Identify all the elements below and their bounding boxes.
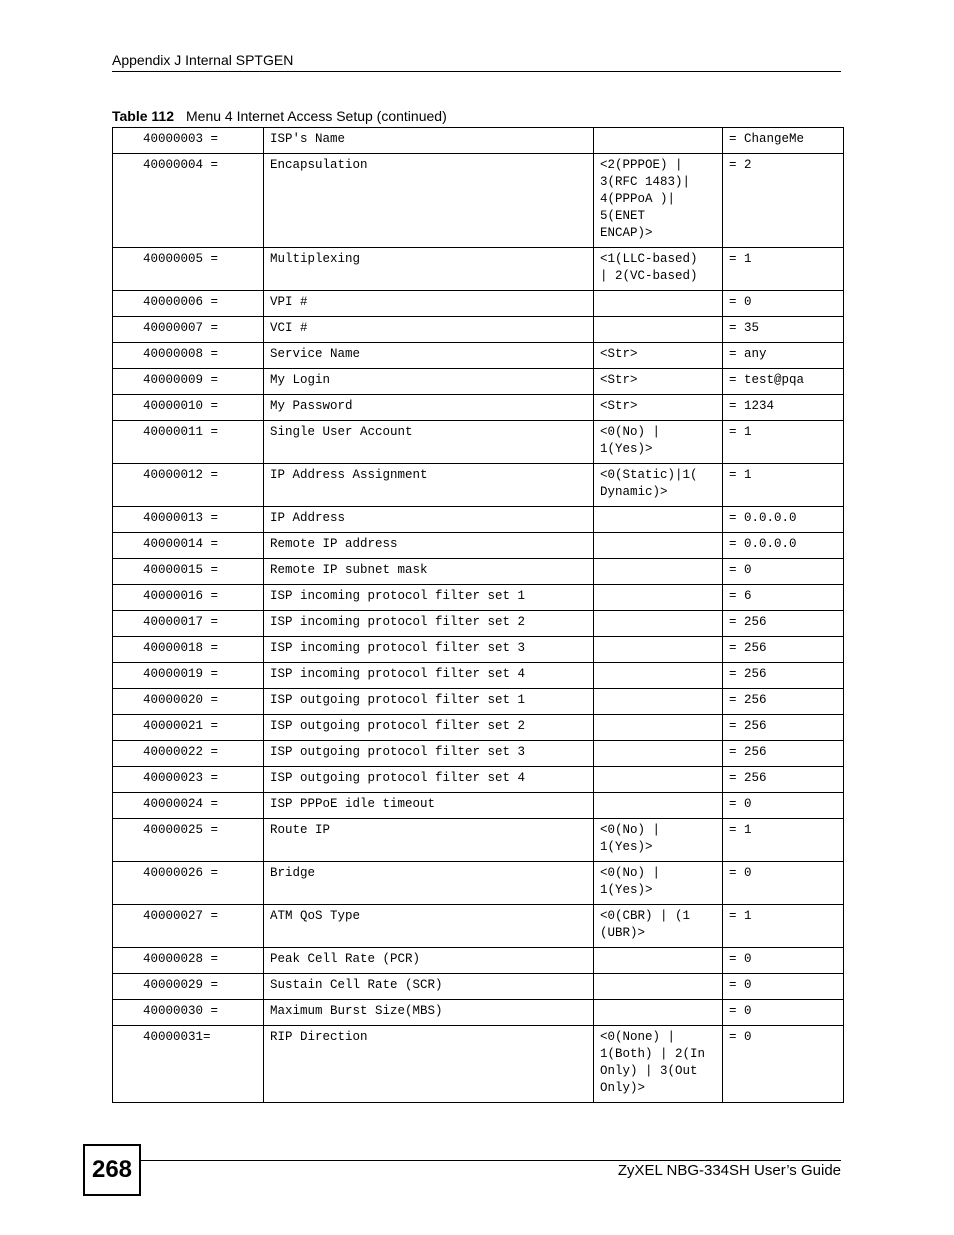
setting-code: 40000010 =	[113, 395, 264, 421]
setting-value: = 1	[723, 905, 844, 948]
setting-value: = 0	[723, 862, 844, 905]
setting-name: My Password	[264, 395, 594, 421]
setting-value: = 0.0.0.0	[723, 507, 844, 533]
table-row	[113, 689, 844, 715]
table-row	[113, 611, 844, 637]
setting-name: ISP outgoing protocol filter set 3	[264, 741, 594, 767]
setting-options	[594, 611, 723, 637]
setting-options	[594, 507, 723, 533]
setting-value: = 0	[723, 1000, 844, 1026]
setting-name: IP Address Assignment	[264, 464, 594, 507]
setting-code: 40000020 =	[113, 689, 264, 715]
setting-value: = 256	[723, 767, 844, 793]
setting-value: = 0.0.0.0	[723, 533, 844, 559]
table-row	[113, 905, 844, 948]
setting-code: 40000008 =	[113, 343, 264, 369]
setting-name: Maximum Burst Size(MBS)	[264, 1000, 594, 1026]
setting-value: = 256	[723, 689, 844, 715]
setting-options: <Str>	[594, 343, 723, 369]
setting-code: 40000027 =	[113, 905, 264, 948]
setting-code: 40000013 =	[113, 507, 264, 533]
setting-code: 40000011 =	[113, 421, 264, 464]
setting-value: = 256	[723, 715, 844, 741]
setting-value: = 256	[723, 741, 844, 767]
setting-options	[594, 974, 723, 1000]
table-row	[113, 395, 844, 421]
table-row	[113, 128, 844, 154]
table-row	[113, 533, 844, 559]
setting-options	[594, 793, 723, 819]
setting-options: <1(LLC-based) | 2(VC-based)	[594, 248, 723, 291]
setting-options: <2(PPPOE) | 3(RFC 1483)| 4(PPPoA )| 5(ENET ENCAP)>	[594, 154, 723, 248]
setting-code: 40000012 =	[113, 464, 264, 507]
setting-name: VPI #	[264, 291, 594, 317]
table-row	[113, 343, 844, 369]
table-row	[113, 154, 844, 248]
setting-options: <0(No) | 1(Yes)>	[594, 862, 723, 905]
setting-value: = 1	[723, 248, 844, 291]
setting-name: ISP outgoing protocol filter set 4	[264, 767, 594, 793]
table-title: Menu 4 Internet Access Setup (continued)	[186, 108, 447, 124]
setting-name: Single User Account	[264, 421, 594, 464]
setting-code: 40000030 =	[113, 1000, 264, 1026]
settings-table	[112, 127, 844, 1103]
setting-options	[594, 741, 723, 767]
setting-options	[594, 317, 723, 343]
setting-code: 40000019 =	[113, 663, 264, 689]
setting-options	[594, 1000, 723, 1026]
setting-value: = 6	[723, 585, 844, 611]
setting-name: RIP Direction	[264, 1026, 594, 1103]
setting-code: 40000015 =	[113, 559, 264, 585]
setting-code: 40000017 =	[113, 611, 264, 637]
setting-value: = 1	[723, 464, 844, 507]
setting-code: 40000022 =	[113, 741, 264, 767]
setting-name: ISP incoming protocol filter set 4	[264, 663, 594, 689]
settings-table-body	[113, 128, 844, 1103]
setting-options	[594, 128, 723, 154]
table-row	[113, 637, 844, 663]
table-row	[113, 862, 844, 905]
table-row	[113, 369, 844, 395]
table-row	[113, 819, 844, 862]
setting-name: Route IP	[264, 819, 594, 862]
setting-code: 40000031=	[113, 1026, 264, 1103]
setting-value: = 0	[723, 793, 844, 819]
setting-options	[594, 767, 723, 793]
setting-code: 40000028 =	[113, 948, 264, 974]
setting-value: = 256	[723, 611, 844, 637]
setting-name: Remote IP subnet mask	[264, 559, 594, 585]
setting-options	[594, 715, 723, 741]
table-row	[113, 291, 844, 317]
setting-name: IP Address	[264, 507, 594, 533]
setting-value: = ChangeMe	[723, 128, 844, 154]
setting-value: = 256	[723, 637, 844, 663]
setting-name: ISP outgoing protocol filter set 1	[264, 689, 594, 715]
table-caption	[112, 108, 447, 124]
table-row	[113, 421, 844, 464]
setting-code: 40000003 =	[113, 128, 264, 154]
setting-options	[594, 689, 723, 715]
setting-name: My Login	[264, 369, 594, 395]
setting-value: = 2	[723, 154, 844, 248]
setting-name: Encapsulation	[264, 154, 594, 248]
setting-code: 40000029 =	[113, 974, 264, 1000]
table-row	[113, 559, 844, 585]
setting-value: = 1	[723, 421, 844, 464]
table-row	[113, 507, 844, 533]
header-rule	[112, 71, 841, 72]
setting-name: Multiplexing	[264, 248, 594, 291]
setting-options: <0(None) | 1(Both) | 2(In Only) | 3(Out Only)>	[594, 1026, 723, 1103]
setting-options: <0(Static)|1( Dynamic)>	[594, 464, 723, 507]
setting-code: 40000016 =	[113, 585, 264, 611]
setting-options: <0(CBR) | (1 (UBR)>	[594, 905, 723, 948]
setting-code: 40000021 =	[113, 715, 264, 741]
setting-name: ISP incoming protocol filter set 2	[264, 611, 594, 637]
table-row	[113, 974, 844, 1000]
setting-code: 40000023 =	[113, 767, 264, 793]
setting-code: 40000018 =	[113, 637, 264, 663]
setting-value: = 0	[723, 559, 844, 585]
page-number: 268	[83, 1144, 141, 1196]
setting-code: 40000005 =	[113, 248, 264, 291]
setting-value: = any	[723, 343, 844, 369]
setting-options: <Str>	[594, 395, 723, 421]
setting-options	[594, 291, 723, 317]
setting-name: ISP outgoing protocol filter set 2	[264, 715, 594, 741]
setting-options: <Str>	[594, 369, 723, 395]
setting-name: ATM QoS Type	[264, 905, 594, 948]
setting-code: 40000004 =	[113, 154, 264, 248]
setting-name: Bridge	[264, 862, 594, 905]
setting-name: Remote IP address	[264, 533, 594, 559]
setting-value: = 0	[723, 291, 844, 317]
table-row	[113, 317, 844, 343]
setting-code: 40000014 =	[113, 533, 264, 559]
setting-value: = 256	[723, 663, 844, 689]
setting-value: = 1	[723, 819, 844, 862]
setting-options	[594, 533, 723, 559]
setting-options	[594, 948, 723, 974]
table-row	[113, 741, 844, 767]
setting-options	[594, 663, 723, 689]
setting-name: ISP incoming protocol filter set 3	[264, 637, 594, 663]
setting-name: ISP PPPoE idle timeout	[264, 793, 594, 819]
setting-value: = 0	[723, 1026, 844, 1103]
setting-value: = test@pqa	[723, 369, 844, 395]
table-row	[113, 793, 844, 819]
table-number: Table 112	[112, 108, 175, 124]
setting-code: 40000009 =	[113, 369, 264, 395]
table-row	[113, 585, 844, 611]
setting-value: = 35	[723, 317, 844, 343]
table-row	[113, 715, 844, 741]
setting-value: = 1234	[723, 395, 844, 421]
setting-options: <0(No) | 1(Yes)>	[594, 819, 723, 862]
table-row	[113, 1026, 844, 1103]
setting-name: ISP incoming protocol filter set 1	[264, 585, 594, 611]
setting-value: = 0	[723, 974, 844, 1000]
setting-name: Service Name	[264, 343, 594, 369]
table-row	[113, 663, 844, 689]
setting-options	[594, 585, 723, 611]
setting-options: <0(No) | 1(Yes)>	[594, 421, 723, 464]
setting-name: ISP's Name	[264, 128, 594, 154]
guide-title: ZyXEL NBG-334SH User’s Guide	[617, 1162, 841, 1179]
running-header: Appendix J Internal SPTGEN	[112, 52, 294, 68]
footer-rule	[139, 1160, 841, 1161]
table-row	[113, 1000, 844, 1026]
setting-name: VCI #	[264, 317, 594, 343]
setting-name: Peak Cell Rate (PCR)	[264, 948, 594, 974]
setting-options	[594, 637, 723, 663]
setting-code: 40000007 =	[113, 317, 264, 343]
setting-code: 40000024 =	[113, 793, 264, 819]
setting-options	[594, 559, 723, 585]
setting-value: = 0	[723, 948, 844, 974]
table-row	[113, 948, 844, 974]
table-row	[113, 464, 844, 507]
setting-code: 40000006 =	[113, 291, 264, 317]
setting-code: 40000025 =	[113, 819, 264, 862]
table-row	[113, 248, 844, 291]
setting-name: Sustain Cell Rate (SCR)	[264, 974, 594, 1000]
table-row	[113, 767, 844, 793]
setting-code: 40000026 =	[113, 862, 264, 905]
